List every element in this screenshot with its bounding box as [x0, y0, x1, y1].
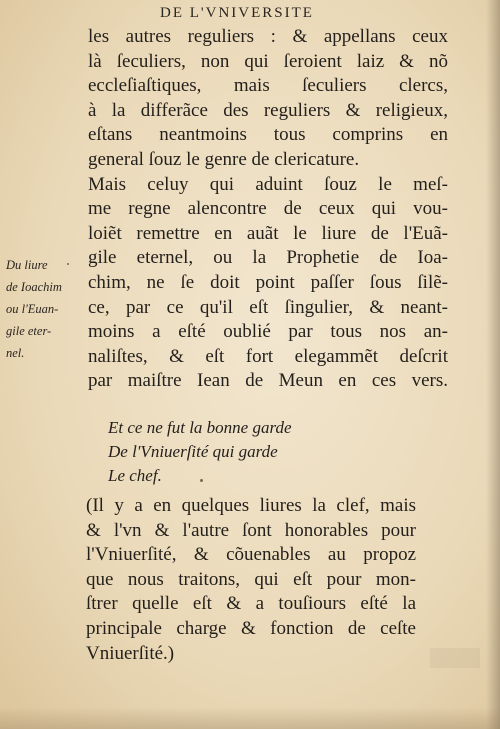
verse-line: Et ce ne fut la bonne garde — [108, 418, 292, 437]
verse-line: Le chef. — [108, 466, 162, 485]
margin-note-line: ou l'Euan- — [6, 302, 59, 316]
ink-speck — [200, 479, 203, 482]
marginal-note — [6, 254, 86, 364]
text-line: eſtans neantmoins tous comprins en — [88, 124, 448, 146]
ink-speck — [67, 263, 69, 265]
text-line: là ſeculiers, non qui ſeroient laiz & nõ — [88, 50, 448, 72]
second-paragraph — [86, 494, 416, 666]
text-line: naliſtes, & eſt fort elegammẽt deſcrit — [88, 345, 448, 367]
verse-line: De l'Vniuerſité qui garde — [108, 442, 278, 461]
text-line: me regne alencontre de ceux qui vou- — [88, 198, 448, 220]
verse-quote — [108, 416, 292, 488]
text-line: principale charge & fonction de ceſte — [86, 617, 416, 639]
running-head: DE L'VNIVERSITE — [160, 5, 314, 21]
page-edge-shadow — [486, 0, 500, 729]
text-line: & l'vn & l'autre ſont honorables pour — [86, 519, 416, 541]
margin-note-line: de Ioachim — [6, 280, 62, 294]
margin-note-line: Du liure — [6, 258, 48, 272]
text-line: general ſouz le genre de clericature. — [88, 148, 360, 170]
show-through-bleed — [430, 648, 480, 668]
text-line: que nous traitons, qui eſt pour mon- — [86, 568, 416, 590]
text-line: ce, par ce qu'il eſt ſingulier, & neant- — [88, 296, 448, 318]
page-bottom-shade — [0, 707, 500, 729]
text-line: ſtrer quelle eſt & a touſiours eſté la — [86, 593, 416, 615]
margin-note-line: nel. — [6, 346, 25, 360]
text-line: Mais celuy qui aduint ſouz le meſ- — [88, 173, 448, 195]
text-line: les autres reguliers : & appellans ceux — [88, 26, 448, 47]
text-line: l'Vniuerſité, & cõuenables au propoz — [86, 544, 416, 566]
text-line: moins a eſté oublié par tous nos an- — [88, 321, 448, 343]
text-line: Vniuerſité.) — [86, 642, 175, 664]
text-line: chim, ne ſe doit point paſſer ſous ſilẽ- — [88, 271, 448, 293]
text-line: gile eternel, ou la Prophetie de Ioa- — [88, 247, 448, 269]
text-line: par maiſtre Iean de Meun en ces vers. — [88, 370, 448, 392]
margin-note-line: gile eter- — [6, 324, 52, 338]
text-line: loiẽt remettre en auãt le liure de l'Euã- — [88, 222, 448, 244]
text-line: eccleſiaſtiques, mais ſeculiers clercs, — [88, 75, 448, 97]
text-line: à la differãce des reguliers & religieux, — [88, 99, 448, 121]
main-paragraph — [88, 25, 448, 394]
text-line: (Il y a en quelques liures la clef, mais — [86, 495, 416, 516]
